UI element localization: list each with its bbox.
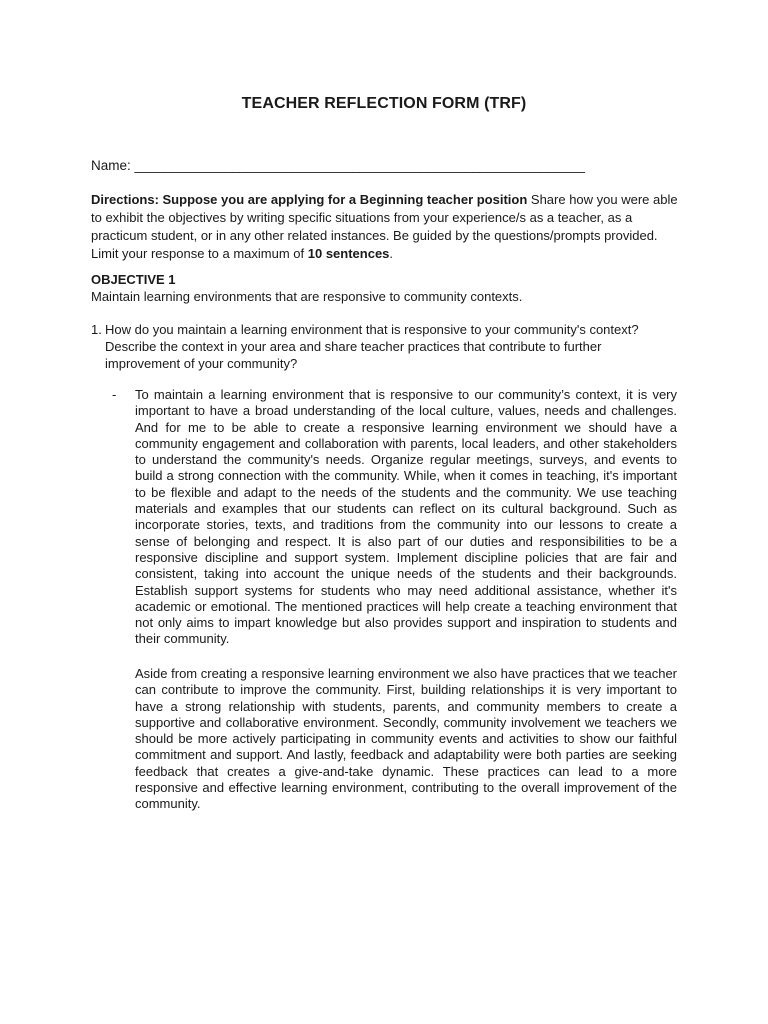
objective-heading: OBJECTIVE 1 [91,272,176,287]
directions-limit: 10 sentences [307,246,390,261]
directions-lead: Directions: Suppose you are applying for a Beginning teacher position [91,192,528,207]
objective-description: Maintain learning environments that are responsive to community contexts. [91,289,523,304]
answer-bullet: - [112,387,117,402]
name-field-line [91,158,585,173]
name-label: Name: [91,158,135,173]
directions-end: . [389,246,394,261]
name-blank: ____________________________________________________________ [134,158,585,173]
question-1 [91,321,671,372]
directions-text: Share how you were able to exhibit the objectives by writing specific situations from your experience/s as a teacher, as a practicum student, or in any other related instances. Be guided by the questions/prompts provided. Limit your response to a maximum of [91,192,678,261]
question-text: How do you maintain a learning environment that is responsive to your community's context? Describe the context in your area and share teacher practices that contribute to further improvement of your community? [105,322,639,371]
question-number: 1. [91,322,102,337]
answer-paragraph-2: Aside from creating a responsive learning environment we also have practices that we teacher can contribute to improve the community. First, building relationships it is very important to have a strong relationship with students, parents, and community members to create a supportive and collaborative environment. Secondly, community involvement we teachers we should be more actively participating in community events and activities to show our faithful commitment and support. And lastly, feedback and adaptability were both parties are seeking feedback that creates a give-and-take dynamic. These practices can lead to a more responsive and effective learning environment, contributing to the overall improvement of the community. [135,666,677,812]
answer-paragraph-1: To maintain a learning environment that is responsive to our community’s context, it is very important to have a broad understanding of the local culture, values, needs and challenges. And for me to be able to create a responsive learning environment we should have a community engagement and collaboration with parents, local leaders, and other stakeholders to understand the community's needs. Organize regular meetings, surveys, and events to build a strong connection with the community. While, when it comes in teaching, it's important to be flexible and adapt to the needs of the students and the community. We use teaching materials and examples that our students can reflect on its cultural background. Such as incorporate stories, texts, and traditions from the community into our lessons to create a sense of belonging and respect. It is also part of our duties and responsibilities to be a responsive discipline and support system. Implement discipline policies that are fair and consistent, taking into account the unique needs of the students and their backgrounds. Establish support systems for students who may need additional assistance, whether it's academic or emotional. The mentioned practices will help create a teaching environment that not only aims to impart knowledge but also provides support and inspiration to students and their community. [135,387,677,647]
page-title: TEACHER REFLECTION FORM (TRF) [241,95,527,112]
directions-paragraph [91,191,681,263]
